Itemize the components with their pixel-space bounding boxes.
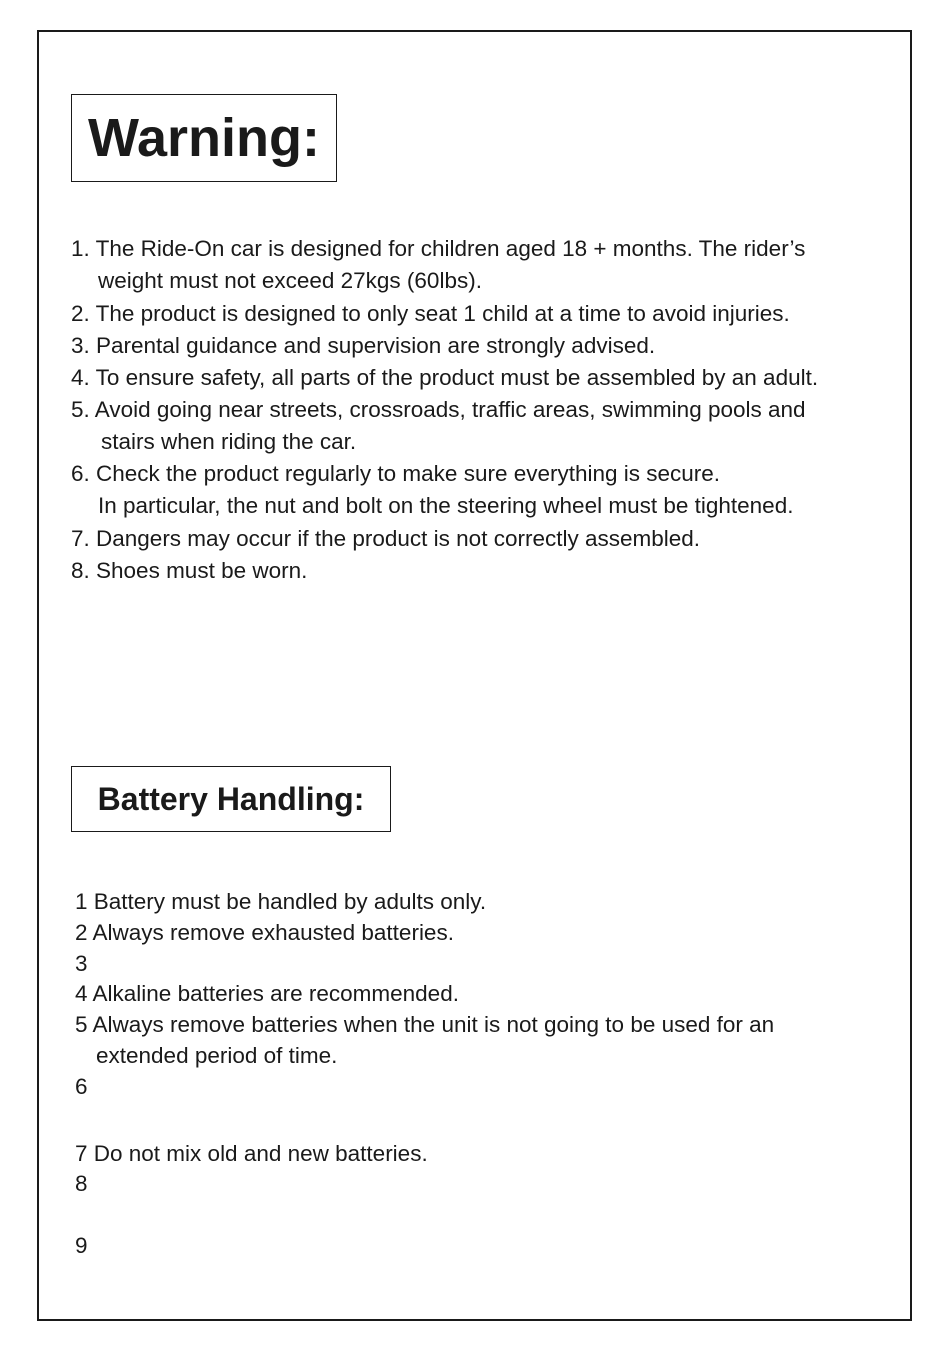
warning-item-5-cont: stairs when riding the car.	[101, 429, 357, 454]
warning-item-3: 3. Parental guidance and supervision are strongly advised.	[71, 333, 656, 358]
warning-item-7: 7. Dangers may occur if the product is not correctly assembled.	[71, 526, 701, 551]
warning-item-1: 1. The Ride-On car is designed for children aged 18 + months. The rider’s	[71, 236, 806, 261]
battery-item-5-cont: extended period of time.	[96, 1043, 338, 1068]
battery-heading	[71, 766, 391, 832]
battery-item-8: 8	[75, 1171, 88, 1196]
warning-item-6-cont: In particular, the nut and bolt on the steering wheel must be tightened.	[98, 493, 794, 518]
warning-item-4: 4. To ensure safety, all parts of the product must be assembled by an adult.	[71, 365, 819, 390]
warning-title: Warning:	[88, 108, 320, 168]
battery-item-6: 6	[75, 1074, 88, 1099]
warning-item-6: 6. Check the product regularly to make sure everything is secure.	[71, 461, 721, 486]
battery-item-2: 2 Always remove exhausted batteries.	[75, 920, 454, 945]
battery-item-5: 5 Always remove batteries when the unit is not going to be used for an	[75, 1012, 775, 1037]
battery-item-1: 1 Battery must be handled by adults only.	[75, 889, 487, 914]
warning-item-1-cont: weight must not exceed 27kgs (60lbs).	[98, 268, 482, 293]
battery-item-9: 9	[75, 1233, 88, 1258]
battery-item-7: 7 Do not mix old and new batteries.	[75, 1141, 428, 1166]
battery-title: Battery Handling:	[97, 780, 365, 817]
battery-item-3: 3	[75, 951, 88, 976]
warning-heading	[71, 94, 337, 182]
warning-item-2: 2. The product is designed to only seat 1 child at a time to avoid injuries.	[71, 301, 790, 326]
page-frame	[37, 30, 912, 1321]
battery-item-4: 4 Alkaline batteries are recommended.	[75, 981, 459, 1006]
warning-item-5: 5. Avoid going near streets, crossroads, traffic areas, swimming pools and	[71, 397, 806, 422]
warning-item-8: 8. Shoes must be worn.	[71, 558, 308, 583]
